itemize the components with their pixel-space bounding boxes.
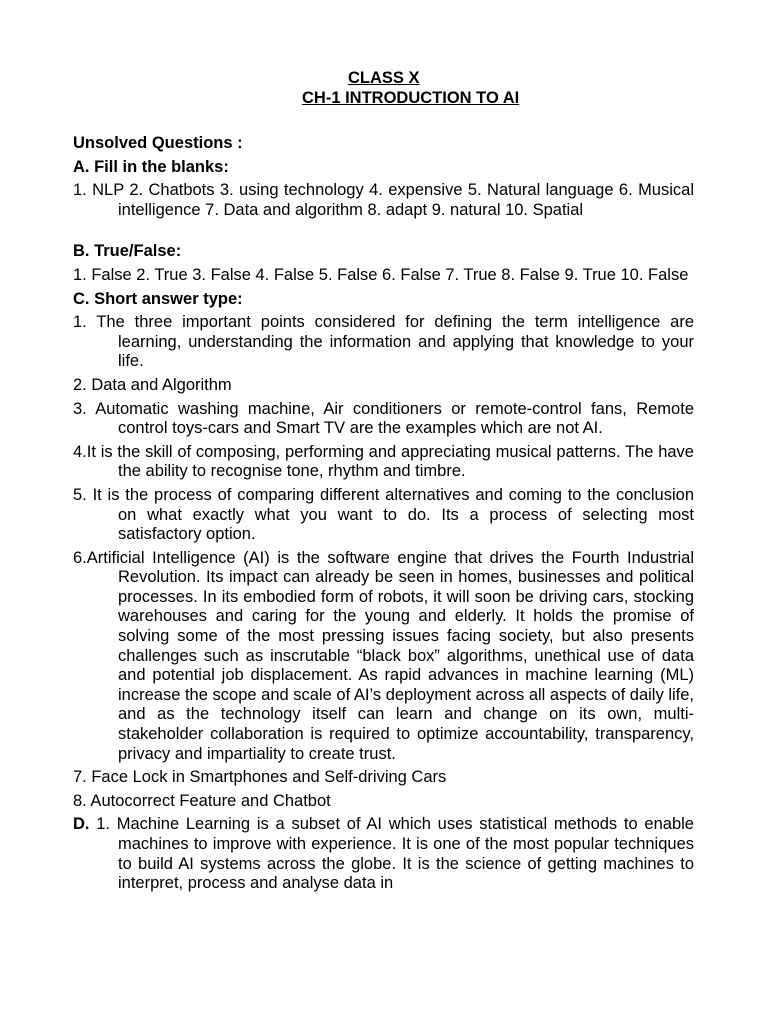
section-b-heading: B. True/False: <box>73 242 182 261</box>
section-c-answer-6: 6.Artificial Intelligence (AI) is the software engine that drives the Fourth Industrial Revolution. Its impact can already be seen in homes, businesses and political processes. In its embodied form of robots, it will soon be driving cars, stocking warehouses and caring for the young and elderly. It holds the promise of solving some of the most pressing issues facing society, but also presents challenges such as inscrutable “black box” algorithms, unethical use of data and potential job displacement. As rapid advances in machine learning (ML) increase the scope and scale of AI’s deployment across all aspects of daily life, and as the technology itself can learn and change on its own, multi-stakeholder collaboration is required to optimize accountability, transparency, privacy and impartiality to create trust. <box>73 548 694 763</box>
section-d-text: 1. Machine Learning is a subset of AI which uses statistical methods to enable machines to improve with experience. It is one of the most popular techniques to build AI systems across the globe. It is the science of getting machines to interpret, process and analyse data in <box>89 815 694 893</box>
section-b-answer: 1. False 2. True 3. False 4. False 5. False 6. False 7. True 8. False 9. True 10. False <box>73 265 689 284</box>
section-c-answer-5: 5. It is the process of comparing different alternatives and coming to the conclusion on what exactly what you want to do. Its a process of selecting most satisfactory option. <box>73 485 694 544</box>
section-c-heading: C. Short answer type: <box>73 289 243 308</box>
section-c-answer-1: 1. The three important points considered for defining the term intelligence are learning, understanding the information and applying that knowledge to your life. <box>73 313 694 371</box>
unsolved-questions-heading: Unsolved Questions : <box>73 134 243 152</box>
section-c-answer-3: 3. Automatic washing machine, Air conditioners or remote-control fans, Remote control toys-cars and Smart TV are the examples which are not AI. <box>73 399 694 438</box>
section-c-answer-2: 2. Data and Algorithm <box>73 375 232 394</box>
chapter-title: CH-1 INTRODUCTION TO AI <box>302 89 520 107</box>
section-d-answer <box>73 815 694 893</box>
section-c-answer-4: 4.It is the skill of composing, performing and appreciating musical patterns. The have the ability to recognise tone, rhythm and timbre. <box>73 442 694 481</box>
section-a-heading: A. Fill in the blanks: <box>73 157 229 176</box>
spacer <box>73 224 694 242</box>
document-title: CLASS X <box>348 69 420 87</box>
section-a-answer: 1. NLP 2. Chatbots 3. using technology 4. expensive 5. Natural language 6. Musical intelligence 7. Data and algorithm 8. adapt 9. natural 10. Spatial <box>73 181 694 219</box>
section-d-label: D. <box>73 815 90 834</box>
section-c-answer-7: 7. Face Lock in Smartphones and Self-driving Cars <box>73 768 447 787</box>
section-c-answer-8: 8. Autocorrect Feature and Chatbot <box>73 791 331 810</box>
document-body <box>73 134 694 898</box>
